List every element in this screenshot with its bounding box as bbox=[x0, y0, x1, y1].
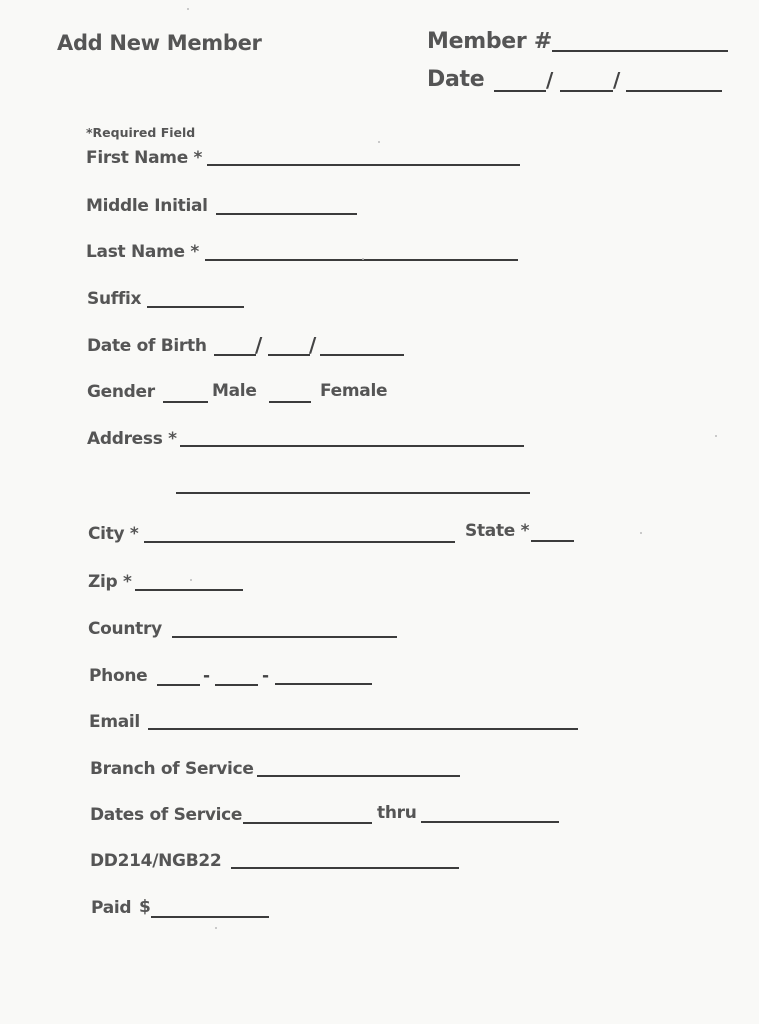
scan-speck bbox=[215, 927, 217, 929]
email-field[interactable] bbox=[148, 728, 578, 730]
scan-speck bbox=[362, 258, 364, 260]
state-field[interactable] bbox=[531, 540, 574, 542]
date-of-birth-label: Date of Birth bbox=[87, 336, 207, 356]
zip-field[interactable] bbox=[135, 589, 243, 591]
member-number-label: Member # bbox=[427, 29, 552, 54]
gender-female-field[interactable] bbox=[269, 401, 311, 403]
dd214-field[interactable] bbox=[231, 867, 459, 869]
address-line-1-field[interactable] bbox=[180, 445, 524, 447]
address-line-2-field[interactable] bbox=[176, 492, 530, 494]
phone-area-code-field[interactable] bbox=[157, 684, 200, 686]
scan-speck bbox=[640, 532, 642, 534]
country-field[interactable] bbox=[172, 636, 397, 638]
dob-separator: / bbox=[309, 333, 317, 357]
form-title: Add New Member bbox=[57, 31, 262, 55]
scan-speck bbox=[190, 579, 192, 581]
date-label: Date bbox=[427, 67, 485, 92]
email-label: Email bbox=[89, 712, 140, 732]
branch-of-service-field[interactable] bbox=[257, 775, 460, 777]
middle-initial-label: Middle Initial bbox=[86, 196, 208, 216]
gender-female-label: Female bbox=[320, 381, 388, 401]
phone-prefix-field[interactable] bbox=[215, 684, 258, 686]
paid-amount-field[interactable] bbox=[151, 916, 269, 918]
dates-of-service-label: Dates of Service bbox=[90, 805, 243, 825]
first-name-field[interactable] bbox=[207, 164, 520, 166]
gender-male-field[interactable] bbox=[163, 401, 208, 403]
country-label: Country bbox=[88, 619, 162, 639]
date-year-field[interactable] bbox=[626, 90, 722, 92]
gender-male-label: Male bbox=[212, 381, 257, 401]
required-field-note: *Required Field bbox=[86, 125, 196, 140]
phone-separator: - bbox=[262, 666, 270, 686]
dob-separator: / bbox=[255, 333, 263, 357]
phone-line-number-field[interactable] bbox=[275, 683, 372, 685]
gender-label: Gender bbox=[87, 382, 155, 402]
suffix-label: Suffix bbox=[87, 289, 142, 309]
service-start-date-field[interactable] bbox=[243, 822, 372, 824]
city-field[interactable] bbox=[144, 541, 455, 543]
service-end-date-field[interactable] bbox=[421, 821, 559, 823]
thru-label: thru bbox=[377, 803, 417, 823]
date-month-field[interactable] bbox=[494, 90, 546, 92]
first-name-label: First Name * bbox=[86, 148, 203, 168]
dob-year-field[interactable] bbox=[320, 354, 404, 356]
phone-separator: - bbox=[203, 666, 211, 686]
member-number-field[interactable] bbox=[552, 50, 728, 52]
paid-label: Paid bbox=[91, 898, 132, 918]
scan-speck bbox=[378, 141, 380, 143]
scan-speck bbox=[715, 435, 717, 437]
last-name-label: Last Name * bbox=[86, 242, 199, 262]
scan-speck bbox=[187, 8, 189, 10]
date-separator: / bbox=[546, 68, 554, 92]
phone-label: Phone bbox=[89, 666, 148, 686]
date-day-field[interactable] bbox=[560, 90, 613, 92]
date-separator: / bbox=[613, 68, 621, 92]
middle-initial-field[interactable] bbox=[216, 213, 357, 215]
dob-day-field[interactable] bbox=[268, 354, 310, 356]
address-label: Address * bbox=[87, 429, 177, 449]
zip-label: Zip * bbox=[88, 572, 132, 592]
dob-month-field[interactable] bbox=[214, 354, 256, 356]
branch-of-service-label: Branch of Service bbox=[90, 759, 254, 779]
state-label: State * bbox=[465, 521, 530, 541]
suffix-field[interactable] bbox=[147, 306, 244, 308]
currency-symbol: $ bbox=[139, 897, 151, 917]
dd214-label: DD214/NGB22 bbox=[90, 851, 222, 871]
city-label: City * bbox=[88, 524, 139, 544]
